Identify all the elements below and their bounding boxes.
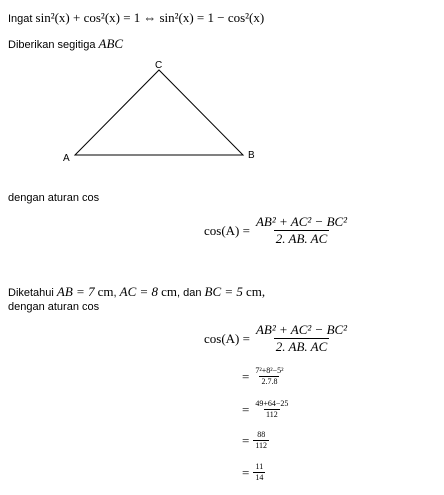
step-1-denominator: 2.7.8 xyxy=(261,377,278,386)
step-4-fraction xyxy=(253,462,265,483)
step-4-equals: = xyxy=(242,464,250,480)
vertex-c-label: C xyxy=(155,60,163,71)
identity-prefix: Ingat xyxy=(8,13,33,25)
triangle-name: ABC xyxy=(98,36,124,51)
identity-lhs: sin²(x) + cos²(x) = 1 xyxy=(35,10,141,25)
known-prefix: Diketahui xyxy=(8,287,54,299)
triangle-diagram xyxy=(0,0,444,180)
given-triangle-label: Diberikan segitiga xyxy=(8,39,96,51)
formula-numerator-repeat: AB² + AC² − BC² xyxy=(255,322,348,337)
vertex-b-label: B xyxy=(248,150,255,161)
triangle-shape xyxy=(75,70,243,155)
step-3-equals: = xyxy=(242,432,250,448)
cosine-formula-repeat xyxy=(204,322,349,355)
formula-lhs: cos(A) = xyxy=(204,222,250,238)
known-ab: AB = 7 xyxy=(56,284,95,299)
formula-denominator-repeat: 2. AB. AC xyxy=(275,339,328,354)
step-2-numerator: 49+64−25 xyxy=(255,399,289,408)
step-3 xyxy=(242,430,269,451)
formula-fraction-repeat xyxy=(254,322,349,355)
step-3-numerator: 88 xyxy=(257,430,266,439)
step-2-fraction xyxy=(253,399,290,420)
known-values-line xyxy=(8,284,265,300)
cosine-rule-intro: dengan aturan cos xyxy=(8,192,100,204)
step-4-numerator: 11 xyxy=(255,462,264,471)
known-bc: BC = 5 xyxy=(204,284,243,299)
known-ac: AC = 8 xyxy=(119,284,159,299)
step-2-denominator: 112 xyxy=(266,410,278,419)
step-1-equals: = xyxy=(242,368,250,384)
known-sep: , xyxy=(113,287,117,299)
step-1 xyxy=(242,366,286,387)
step-2-equals: = xyxy=(242,401,250,417)
formula-fraction xyxy=(254,214,349,247)
formula-denominator: 2. AB. AC xyxy=(275,231,328,246)
known-line2: dengan aturan cos xyxy=(8,301,100,313)
formula-lhs-repeat: cos(A) = xyxy=(204,330,250,346)
known-and: dan xyxy=(183,287,202,299)
step-3-denominator: 112 xyxy=(255,441,268,450)
formula-numerator: AB² + AC² − BC² xyxy=(255,214,348,229)
identity-rhs: sin²(x) = 1 − cos²(x) xyxy=(159,10,265,25)
known-bc-unit: cm, xyxy=(246,284,266,299)
step-4-denominator: 14 xyxy=(255,473,264,482)
step-1-numerator: 7²+8²−5² xyxy=(255,366,284,375)
known-sep-2: , xyxy=(177,287,181,299)
cosine-formula xyxy=(204,214,349,247)
step-2 xyxy=(242,399,290,420)
vertex-a-label: A xyxy=(63,153,70,164)
step-1-fraction xyxy=(253,366,285,387)
identity-iff: ⇔ xyxy=(143,10,157,25)
known-ab-unit: cm xyxy=(97,284,114,299)
step-3-fraction xyxy=(253,430,269,451)
step-4 xyxy=(242,462,265,483)
known-ac-unit: cm xyxy=(161,284,177,299)
